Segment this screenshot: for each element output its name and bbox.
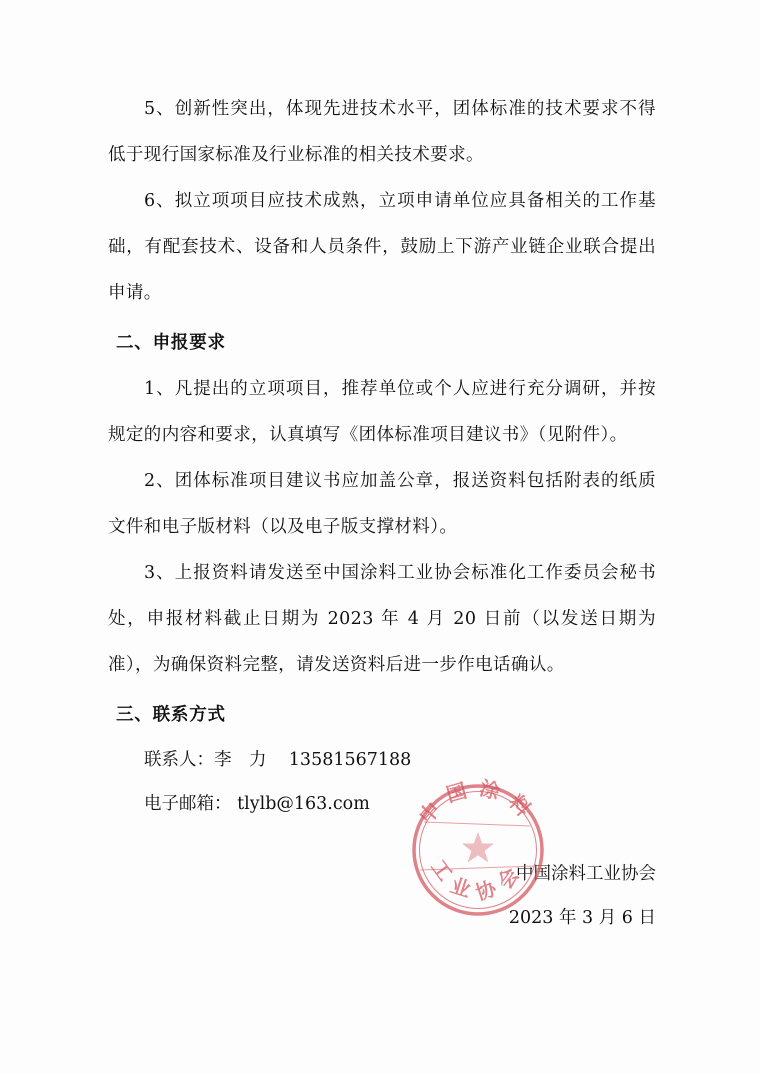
- svg-text:工业协会: 工业协会: [426, 855, 530, 906]
- paragraph-item-6: 6、拟立项项目应技术成熟，立项申请单位应具备相关的工作基础，有配套技术、设备和人员条件，鼓励上下游产业链企业联合提出申请。: [108, 191, 656, 303]
- signature-lines: [406, 852, 656, 940]
- email-value: tlylb@163.com: [237, 794, 370, 814]
- email-label: 电子邮箱：: [144, 794, 232, 814]
- section-heading-two: 二、申报要求: [116, 333, 226, 353]
- contact-person-line: [108, 738, 656, 782]
- paragraph-item-5: 5、创新性突出，体现先进技术水平，团体标准的技术要求不得低于现行国家标准及行业标准的相关技术要求。: [108, 99, 656, 165]
- contact-person-label: 联系人：李 力: [144, 750, 267, 770]
- contact-email-line: [108, 782, 656, 826]
- contact-phone: 13581567188: [288, 750, 412, 770]
- section-heading-three: 三、联系方式: [116, 705, 226, 725]
- document-body: [108, 86, 656, 972]
- svg-text:中国涂料: 中国涂料: [413, 775, 543, 829]
- paragraph-req-1: 1、凡提出的立项项目，推荐单位或个人应进行充分调研，并按规定的内容和要求，认真填写《团体标准项目建议书》（见附件）。: [108, 379, 656, 445]
- paragraph-req-2: 2、团体标准项目建议书应加盖公章，报送资料包括附表的纸质文件和电子版材料（以及电子版支撑材料）。: [108, 471, 656, 537]
- signature-date: 2023 年 3 月 6 日: [508, 908, 656, 928]
- signature-organization: 中国涂料工业协会: [516, 864, 656, 884]
- signature-block: [108, 852, 656, 972]
- paragraph-req-3: 3、上报资料请发送至中国涂料工业协会标准化工作委员会秘书处，申报材料截止日期为 2023 年 4 月 20 日前（以发送日期为准），为确保资料完整，请发送资料后进一步作电话确认。: [108, 563, 656, 675]
